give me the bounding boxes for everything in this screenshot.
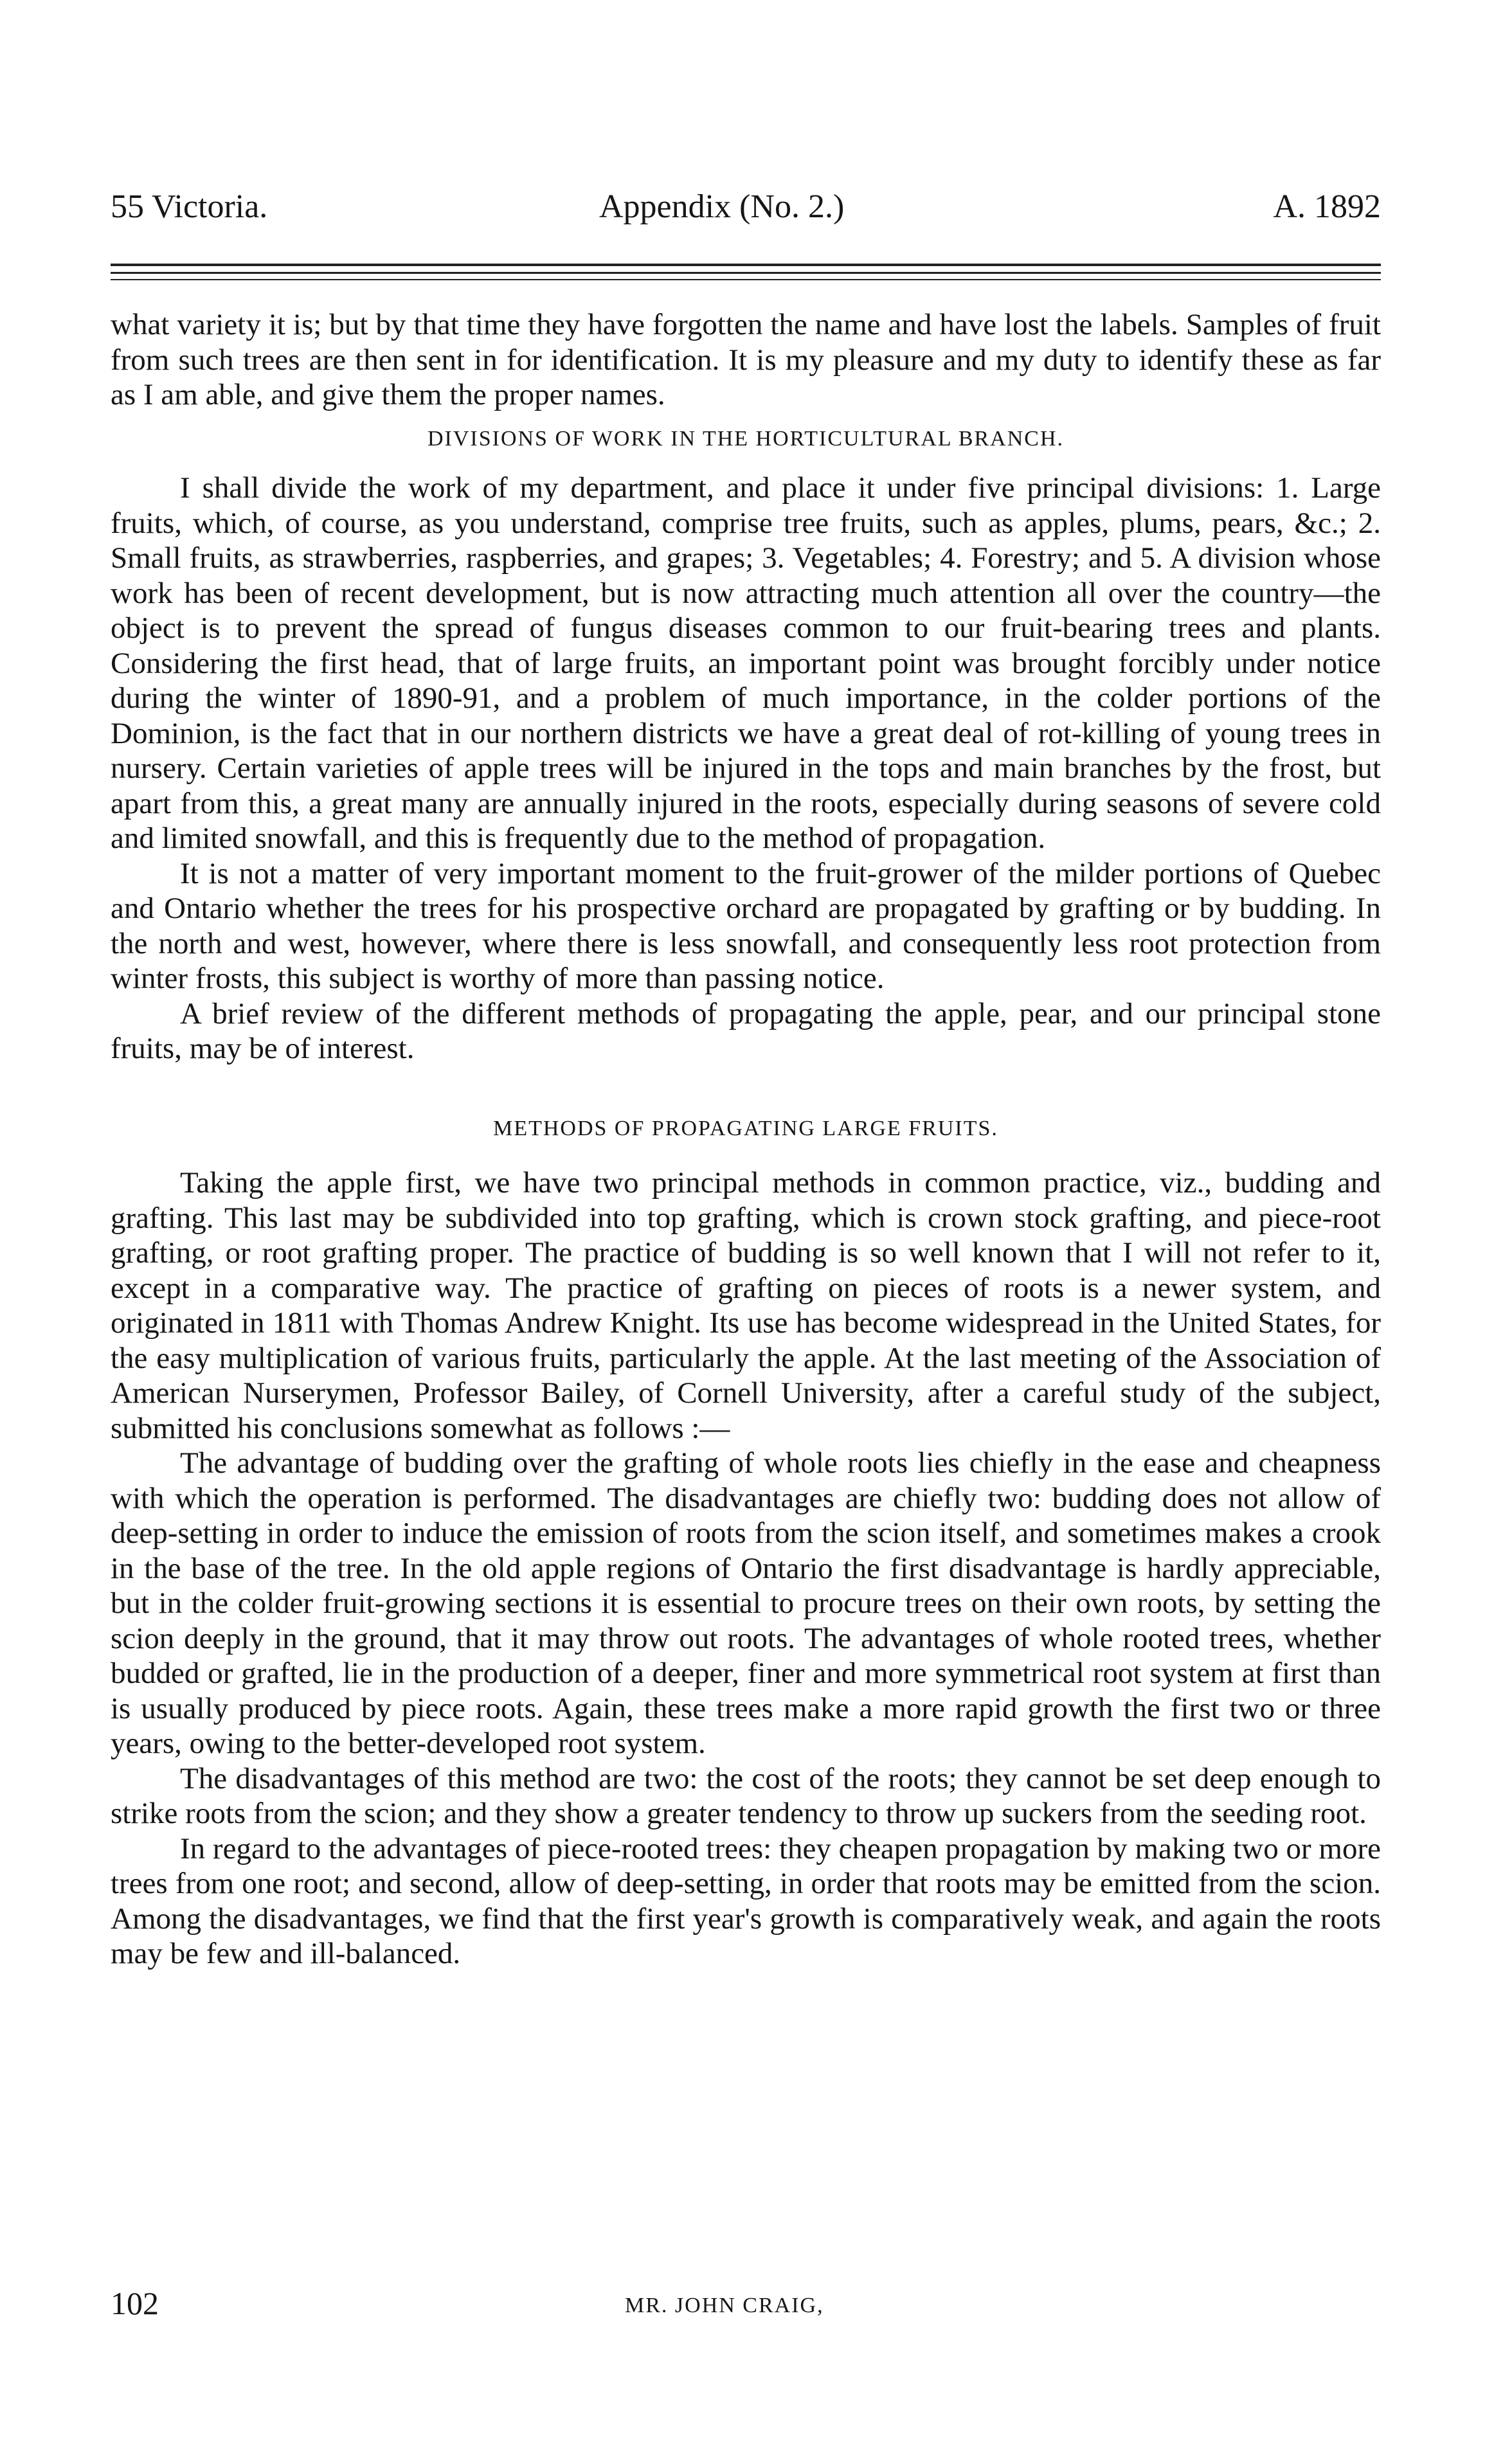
paragraph: The disadvantages of this method are two: the cost of the roots; they cannot be set deep enough to strike roots from the scion; and they show a greater tendency to throw up suckers from the seeding root. — [111, 1761, 1381, 1830]
running-head — [111, 181, 1381, 233]
paragraph: The advantage of budding over the grafting of whole roots lies chiefly in the ease and cheapness with which the operation is performed. The disadvantages are chiefly two: budding does not allow of deep-setting in order to induce the emission of roots from the scion itself, and sometimes makes a crook in the base of the tree. In the old apple regions of Ontario the first disadvantage is hardly appreciable, but in the colder fruit-growing sections it is essential to procure trees on their own roots, by setting the scion deeply in the ground, that it may throw out roots. The advantages of whole rooted trees, whether budded or grafted, lie in the production of a deeper, finer and more symmetrical root system at first than is usually produced by piece roots. Again, these trees make a more rapid growth the first two or three years, owing to the better-developed root system. — [111, 1446, 1381, 1760]
header-rule — [111, 264, 1381, 266]
page-number: 102 — [111, 2285, 159, 2321]
paragraph: Taking the apple first, we have two principal methods in common practice, viz., budding and grafting. This last may be subdivided into top grafting, which is crown stock grafting, and piece-root grafting, or root grafting proper. The practice of budding is so well known that I will not refer to it, except in a comparative way. The practice of grafting on pieces of roots is a newer system, and originated in 1811 with Thomas Andrew Knight. Its use has become widespread in the United States, for the easy multiplication of various fruits, particularly the apple. At the last meeting of the Association of American Nurserymen, Professor Bailey, of Cornell University, after a careful study of the subject, submitted his conclusions somewhat as follows :— — [111, 1166, 1381, 1445]
paragraph: what variety it is; but by that time they have forgotten the name and have lost the labels. Samples of fruit from such trees are then sent in for identification. It is my pleasure and my duty to identify these as far as I am able, and give them the proper names. — [111, 308, 1381, 411]
paragraph: I shall divide the work of my department, and place it under five principal divisions: 1. Large fruits, which, of course, as you understand, comprise tree fruits, such as apples, plums, pears, &c.; 2. Small fruits, as strawberries, raspberries, and grapes; 3. Vegetables; 4. Forestry; and 5. A division whose work has been of recent development, but is now attracting much attention all over the country—the object is to prevent the spread of fungus diseases common to our fruit-bearing trees and plants. Considering the first head, that of large fruits, an important point was brought forcibly under notice during the winter of 1890-91, and a problem of much importance, in the colder portions of the Dominion, is the fact that in our northern districts we have a great deal of rot-killing of young trees in nursery. Certain varieties of apple trees will be injured in the tops and main branches by the frost, but apart from this, a great many are annually injured in the roots, especially during seasons of severe cold and limited snowfall, and this is frequently due to the method of propagation. — [111, 471, 1381, 855]
header-session: 55 Victoria. — [111, 188, 268, 225]
page-footer — [111, 2281, 1381, 2326]
header-rule-thin — [111, 279, 1381, 280]
body-text — [111, 307, 1381, 1972]
header-rule-double — [111, 272, 1381, 274]
header-appendix: Appendix (No. 2.) — [599, 188, 845, 225]
paragraph: In regard to the advantages of piece-rooted trees: they cheapen propagation by making two or more trees from one root; and second, allow of deep-setting, in order that roots may be emitted from the scion. Among the disadvantages, we find that the first year's growth is comparatively weak, and again the roots may be few and ill-balanced. — [111, 1831, 1381, 1970]
footer-signature: MR. JOHN CRAIG, — [625, 2294, 824, 2317]
paragraph: A brief review of the different methods of propagating the apple, pear, and our principal stone fruits, may be of interest. — [111, 996, 1381, 1065]
section-heading: METHODS OF PROPAGATING LARGE FRUITS. — [493, 1116, 998, 1140]
section-heading: DIVISIONS OF WORK IN THE HORTICULTURAL BRANCH. — [427, 426, 1065, 451]
paragraph: It is not a matter of very important moment to the fruit-grower of the milder portions of Quebec and Ontario whether the trees for his prospective orchard are propagated by grafting or by budding. In the north and west, however, where there is less snowfall, and consequently less root protection from winter frosts, this subject is worthy of more than passing notice. — [111, 856, 1381, 995]
header-year: A. 1892 — [1273, 188, 1381, 225]
